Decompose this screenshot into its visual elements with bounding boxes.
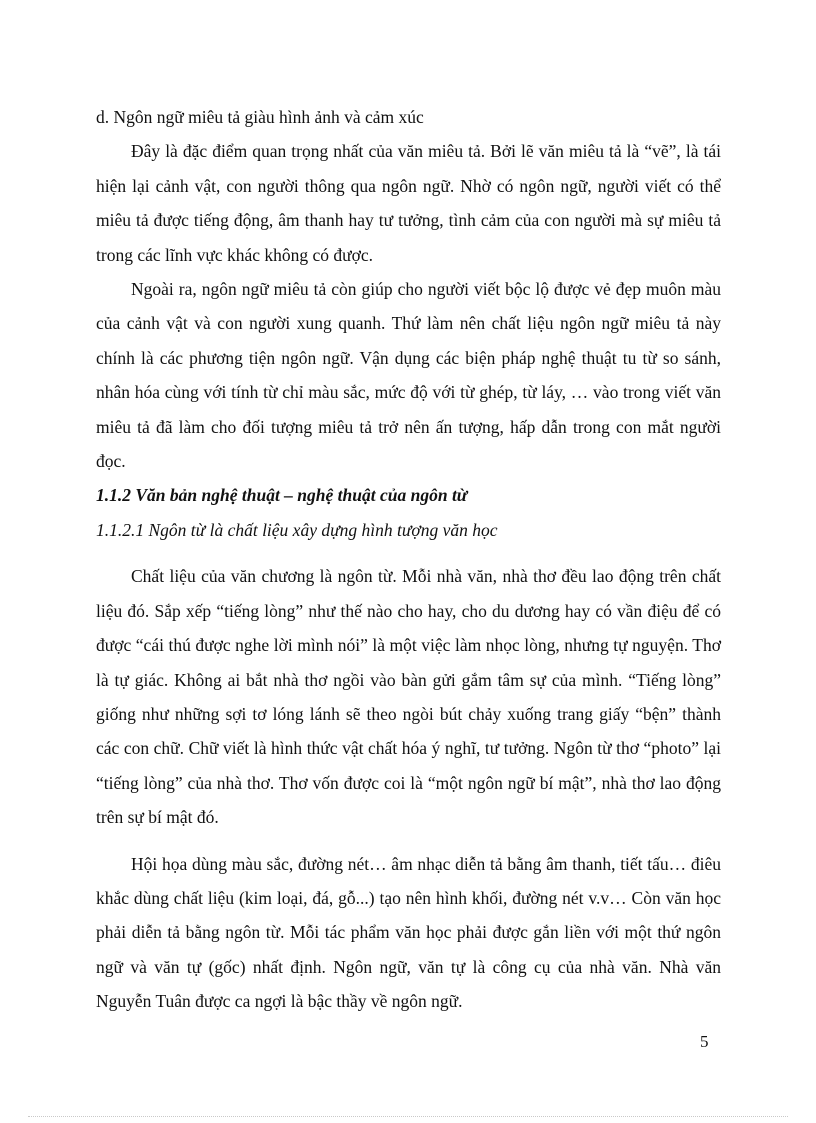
page-bottom-divider xyxy=(28,1116,788,1117)
heading-1-1-2: 1.1.2 Văn bản nghệ thuật – nghệ thuật của ngôn từ xyxy=(96,485,468,506)
paragraph-3: Chất liệu của văn chương là ngôn từ. Mỗi nhà văn, nhà thơ đều lao động trên chất liệu đó. Sắp xếp “tiếng lòng” như thế nào cho hay, cho du dương hay có vần điệu để có được “cái thú được nghe lời mình nói” là một việc làm nhọc lòng, nhưng tự nguyện. Thơ là tự giác. Không ai bắt nhà thơ ngồi vào bàn gửi gắm tâm sự của mình. “Tiếng lòng” giống như những sợi tơ lóng lánh sẽ theo ngòi bút chảy xuống trang giấy “bện” thành các con chữ. Chữ viết là hình thức vật chất hóa ý nghĩ, tư tưởng. Ngôn từ thơ “photo” lại “tiếng lòng” của nhà thơ. Thơ vốn được coi là “một ngôn ngữ bí mật”, nhà thơ lao động trên sự bí mật đó. xyxy=(96,566,721,828)
paragraph-2: Ngoài ra, ngôn ngữ miêu tả còn giúp cho người viết bộc lộ được vẻ đẹp muôn màu của cảnh vật và con người xung quanh. Thứ làm nên chất liệu ngôn ngữ miêu tả này chính là các phương tiện ngôn ngữ. Vận dụng các biện pháp nghệ thuật tu từ so sánh, nhân hóa cùng với tính từ chỉ màu sắc, mức độ với từ ghép, từ láy, … vào trong viết văn miêu tả đã làm cho đối tượng miêu tả trở nên ấn tượng, hấp dẫn trong con mắt người đọc. xyxy=(96,279,721,472)
paragraph-1: Đây là đặc điểm quan trọng nhất của văn miêu tả. Bởi lẽ văn miêu tả là “vẽ”, là tái hiện lại cảnh vật, con người thông qua ngôn ngữ. Nhờ có ngôn ngữ, người viết có thể miêu tả được tiếng động, âm thanh hay tư tưởng, tình cảm của con người mà sự miêu tả trong các lĩnh vực khác không có được. xyxy=(96,141,721,265)
paragraph-4: Hội họa dùng màu sắc, đường nét… âm nhạc diễn tả bằng âm thanh, tiết tấu… điêu khắc dùng chất liệu (kim loại, đá, gỗ...) tạo nên hình khối, đường nét v.v… Còn văn học phải diễn tả bằng ngôn từ. Mỗi tác phẩm văn học phải được gắn liền với một thứ ngôn ngữ và văn tự (gốc) nhất định. Ngôn ngữ, văn tự là công cụ của nhà văn. Nhà văn Nguyễn Tuân được ca ngợi là bậc thầy về ngôn ngữ. xyxy=(96,853,721,1012)
page-content xyxy=(96,100,721,1019)
page-number: 5 xyxy=(700,1032,709,1051)
heading-1-1-2-1: 1.1.2.1 Ngôn từ là chất liệu xây dựng hình tượng văn học xyxy=(96,519,498,540)
section-d-heading: d. Ngôn ngữ miêu tả giàu hình ảnh và cảm xúc xyxy=(96,107,424,127)
